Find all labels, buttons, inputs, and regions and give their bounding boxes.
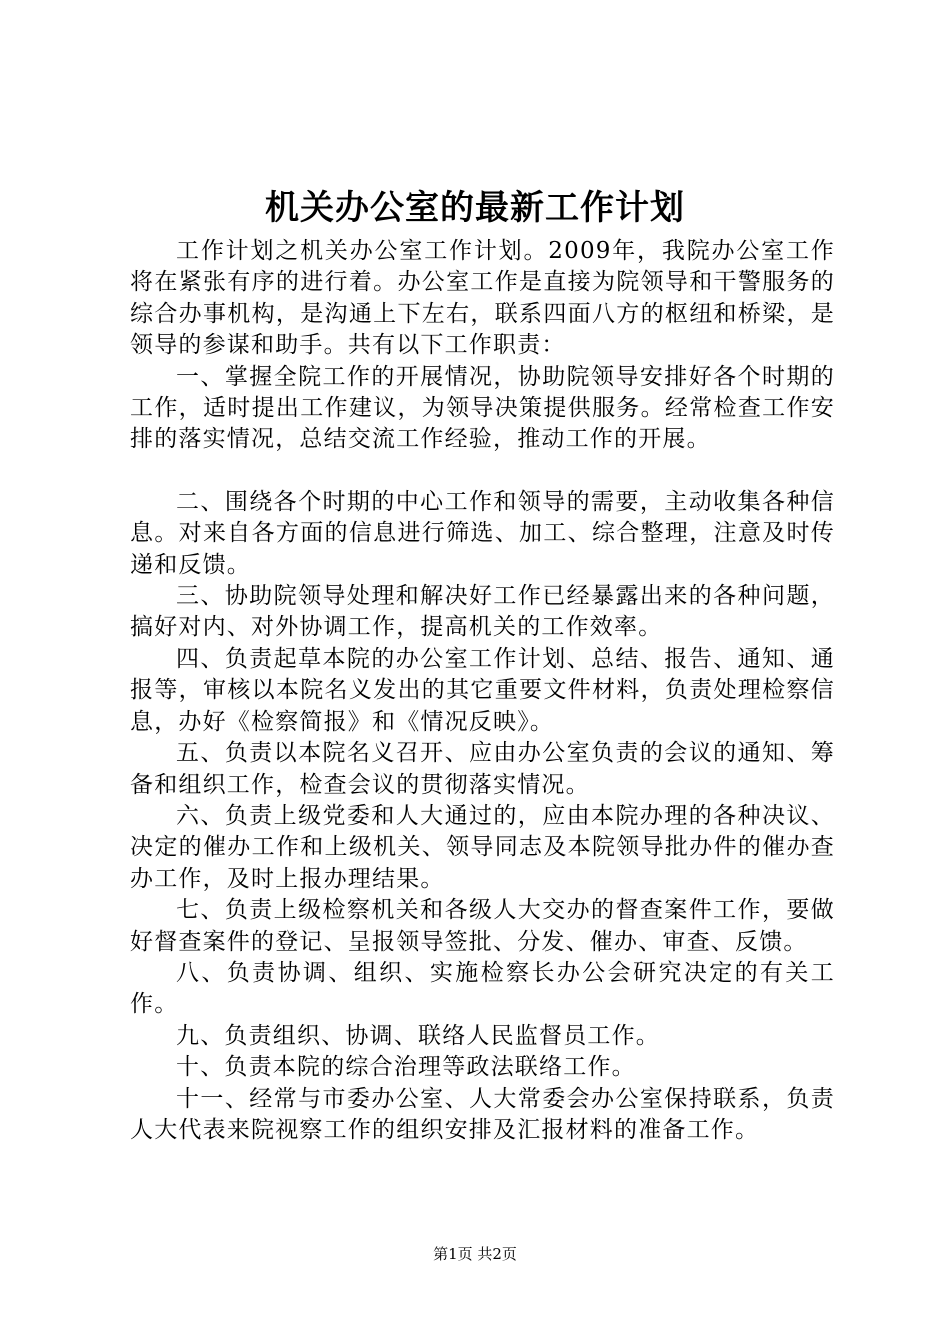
page-number-footer: 第1页 共2页 <box>433 1245 517 1263</box>
duty-paragraph-5: 五、负责以本院名义召开、应由办公室负责的会议的通知、筹备和组织工作，检查会议的贯彻落实情况。 <box>130 740 835 798</box>
duty-paragraph-3: 三、协助院领导处理和解决好工作已经暴露出来的各种问题，搞好对内、对外协调工作，提高机关的工作效率。 <box>130 583 835 641</box>
duty-paragraph-2: 二、围绕各个时期的中心工作和领导的需要，主动收集各种信息。对来自各方面的信息进行筛选、加工、综合整理，注意及时传递和反馈。 <box>130 488 835 578</box>
duty-paragraph-11: 十一、经常与市委办公室、人大常委会办公室保持联系，负责人大代表来院视察工作的组织安排及汇报材料的准备工作。 <box>130 1085 835 1143</box>
intro-paragraph: 工作计划之机关办公室工作计划。2009年，我院办公室工作将在紧张有序的进行着。办公室工作是直接为院领导和干警服务的综合办事机构，是沟通上下左右，联系四面八方的枢纽和桥梁，是领导的参谋和助手。共有以下工作职责： <box>130 238 835 359</box>
duty-paragraph-9: 九、负责组织、协调、联络人民监督员工作。 <box>176 1022 660 1049</box>
duty-paragraph-6: 六、负责上级党委和人大通过的，应由本院办理的各种决议、决定的催办工作和上级机关、领导同志及本院领导批办件的催办查办工作，及时上报办理结果。 <box>130 802 835 892</box>
duty-paragraph-4: 四、负责起草本院的办公室工作计划、总结、报告、通知、通报等，审核以本院名义发出的其它重要文件材料，负责处理检察信息，办好《检察简报》和《情况反映》。 <box>130 645 835 735</box>
duty-paragraph-1: 一、掌握全院工作的开展情况，协助院领导安排好各个时期的工作，适时提出工作建议，为领导决策提供服务。经常检查工作安排的落实情况，总结交流工作经验，推动工作的开展。 <box>130 363 835 453</box>
document-title: 机关办公室的最新工作计划 <box>265 188 685 228</box>
duty-paragraph-7: 七、负责上级检察机关和各级人大交办的督查案件工作，要做好督查案件的登记、呈报领导签批、分发、催办、审查、反馈。 <box>130 897 835 955</box>
duty-paragraph-8: 八、负责协调、组织、实施检察长办公会研究决定的有关工作。 <box>130 959 835 1018</box>
document-body <box>130 236 835 1146</box>
duty-paragraph-10: 十、负责本院的综合治理等政法联络工作。 <box>176 1054 636 1081</box>
